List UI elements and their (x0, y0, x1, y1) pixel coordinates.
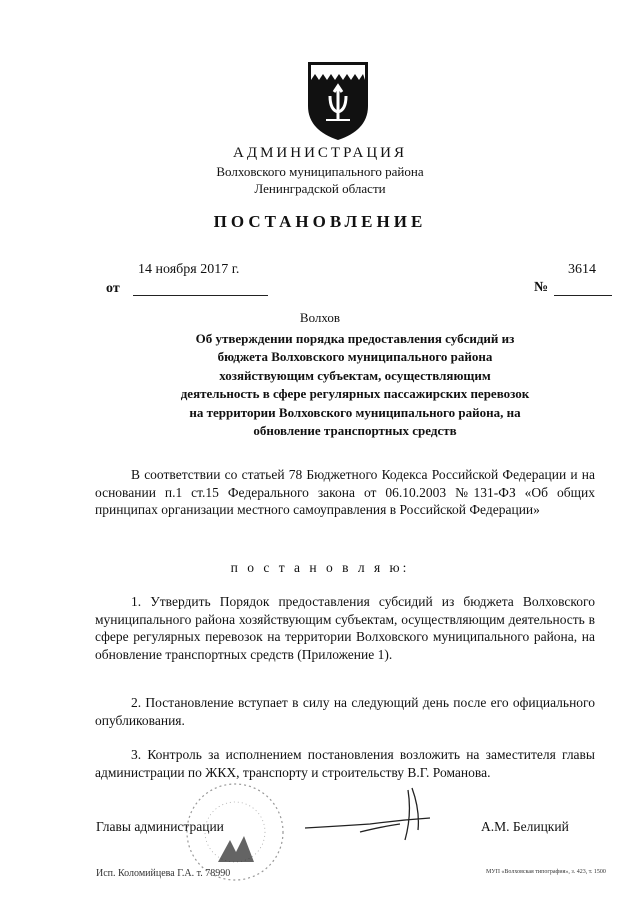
admin-region: Ленинградской области (254, 181, 386, 196)
handwritten-signature-icon (300, 780, 470, 850)
document-number: 3614 (568, 262, 596, 277)
document-type: ПОСТАНОВЛЕНИЕ (213, 212, 427, 231)
number-label: № (534, 280, 549, 295)
executor-note: Исп. Коломийцева Г.А. т. 78990 (96, 868, 231, 879)
point-3: 3. Контроль за исполнением постановления возложить на заместителя главы администрации по ЖКХ, транспорту и строительству В.Г. Романова. (95, 747, 595, 780)
number-underline (554, 295, 612, 296)
intro-paragraph: В соответствии со статьей 78 Бюджетного Кодекса Российской Федерации и на основании п.1 ст.15 Федерального закона от 06.10.2003 №131-ФЗ «Об общих принципах организации местного самоуправления в Российской Федерации» (95, 467, 595, 518)
city: Волхов (299, 310, 341, 325)
date-underline (133, 295, 268, 296)
resolve-word: п о с т а н о в л я ю: (230, 560, 410, 575)
date-label: от (106, 281, 120, 296)
coat-of-arms-icon (304, 58, 372, 142)
admin-district: Волховского муниципального района (216, 164, 424, 179)
point-1: 1. Утвердить Порядок предоставления субсидий из бюджета Волховского муниципального района хозяйствующим субъектам, осуществляющим деятельность в сфере регулярных перевозок на территории Волховского муниципального района, на обновление транспортных средств (Приложение 1). (95, 594, 595, 662)
admin-title: АДМИНИСТРАЦИЯ (233, 145, 407, 161)
subject-title: Об утверждении порядка предоставления субсидий из бюджета Волховского муниципального района хозяйствующим субъектам, осуществляющим деятельность в сфере регулярных пассажирских перевозок на территории Волховского муниципального района, на обновление транспортных средств (180, 331, 530, 439)
signatory-name: А.М. Белицкий (481, 819, 569, 834)
signatory-title: Главы администрации (96, 819, 224, 834)
document-date: 14 ноября 2017 г. (138, 262, 240, 277)
printer-note: МУП «Волховская типография», з. 423, т. 1500 (486, 869, 606, 875)
point-2: 2. Постановление вступает в силу на следующий день после его официального опубликования. (95, 695, 595, 728)
